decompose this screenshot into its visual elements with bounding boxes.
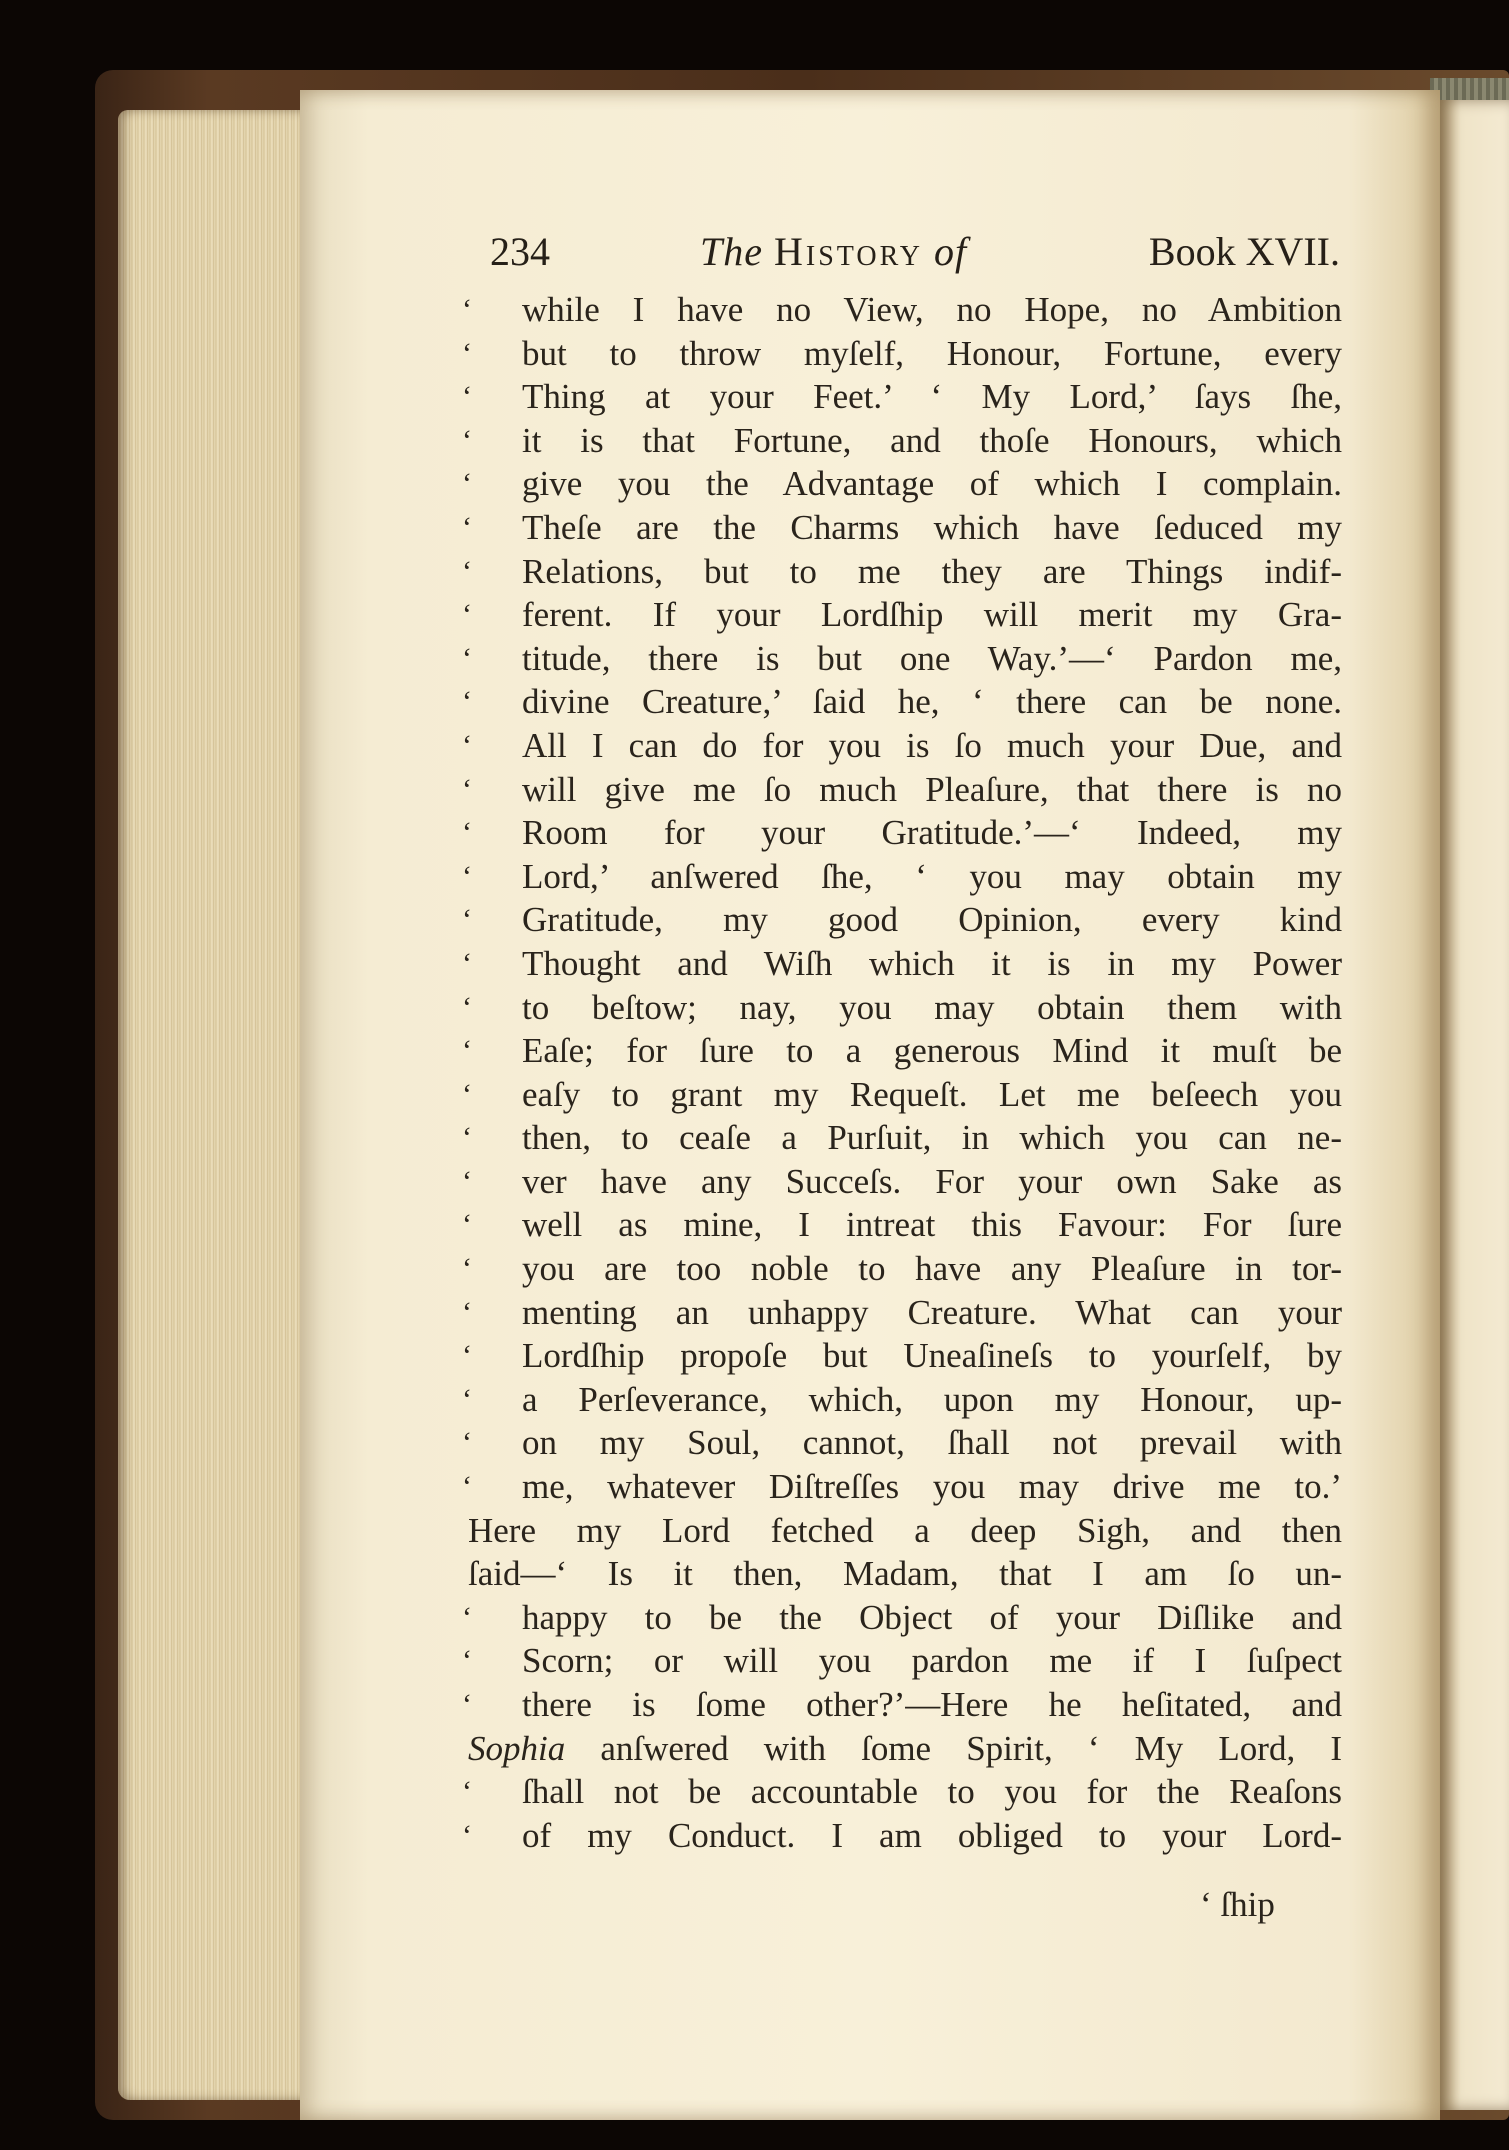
text-line [462, 1509, 1342, 1553]
page-edges [118, 110, 303, 2100]
quote-mark: ‘ [462, 903, 472, 937]
quote-mark: ‘ [462, 1644, 472, 1678]
quote-mark: ‘ [462, 1818, 472, 1852]
text-line [462, 986, 1342, 1030]
line-text: Thought and Wiſh which it is in my Power [522, 943, 1342, 983]
text-line [462, 680, 1342, 724]
text-line [462, 419, 1342, 463]
line-text: Thing at your Feet.’ ‘ My Lord,’ ſays ſhe, [522, 377, 1342, 417]
text-line [462, 1073, 1342, 1117]
line-text: ſaid—‘ Is it then, Madam, that I am ſo un- [468, 1554, 1342, 1594]
line-text: there is ſome other?’—Here he heſitated, and [522, 1685, 1342, 1724]
quote-mark: ‘ [462, 685, 472, 719]
line-text: Here my Lord fetched a deep Sigh, and then [468, 1510, 1342, 1550]
text-line [462, 1029, 1342, 1073]
line-text: while I have no View, no Hope, no Ambition [522, 290, 1342, 329]
quote-mark: ‘ [462, 772, 472, 806]
text-line [462, 288, 1342, 332]
quote-mark: ‘ [462, 1034, 472, 1068]
page-number: 234 [490, 229, 550, 274]
quote-mark: ‘ [462, 816, 472, 850]
quote-mark: ‘ [462, 554, 472, 588]
line-text: Lord,’ anſwered ſhe, ‘ you may obtain my [522, 856, 1342, 896]
text-line [462, 1770, 1342, 1814]
text-line [462, 768, 1342, 812]
quote-mark: ‘ [462, 1688, 472, 1721]
text-line [462, 942, 1342, 986]
quote-mark: ‘ [462, 1600, 472, 1634]
quote-mark: ‘ [462, 1382, 472, 1416]
running-head-the: The [700, 229, 763, 274]
quote-mark: ‘ [462, 1121, 472, 1155]
text-line [462, 1334, 1342, 1378]
quote-mark: ‘ [462, 1252, 472, 1286]
line-text: titude, there is but one Way.’—‘ Pardon me, [522, 638, 1342, 678]
line-text: Lordſhip propoſe but Uneaſineſs to yourſelf, by [522, 1336, 1342, 1376]
line-text: me, whatever Diſtreſſes you may drive me to.’ [522, 1467, 1342, 1507]
quote-mark: ‘ [462, 1339, 472, 1373]
text-line [462, 1683, 1342, 1727]
quote-mark: ‘ [462, 641, 472, 675]
line-text: Room for your Gratitude.’—‘ Indeed, my [522, 813, 1342, 853]
page-header [490, 228, 1340, 288]
quote-mark: ‘ [462, 1164, 472, 1198]
text-line [462, 550, 1342, 594]
text-line [462, 1727, 1342, 1771]
text-line [462, 1378, 1342, 1422]
running-head-of: of [933, 229, 968, 274]
text-line [462, 332, 1342, 376]
text-line [462, 375, 1342, 419]
line-text: of my Conduct. I am obliged to your Lord- [522, 1815, 1342, 1855]
line-text: ſhall not be accountable to you for the Reaſons [522, 1772, 1342, 1812]
line-text: menting an unhappy Creature. What can your [522, 1292, 1342, 1332]
line-text: Relations, but to me they are Things indif- [522, 551, 1342, 591]
text-line [462, 1160, 1342, 1204]
text-line [462, 811, 1342, 855]
line-text: then, to ceaſe a Purſuit, in which you can ne- [522, 1118, 1342, 1158]
line-text: ferent. If your Lordſhip will merit my Gra- [522, 595, 1342, 635]
text-line [462, 898, 1342, 942]
text-line [462, 1552, 1342, 1596]
catchword: ‘ ſhip [1200, 1885, 1275, 1924]
line-text: a Perſeverance, which, upon my Honour, up- [522, 1379, 1342, 1419]
quote-mark: ‘ [462, 859, 472, 893]
line-text: Theſe are the Charms which have ſeduced my [522, 507, 1342, 547]
quote-mark: ‘ [462, 1426, 472, 1460]
line-text: All I can do for you is ſo much your Due, and [522, 725, 1342, 765]
quote-mark: ‘ [462, 1077, 472, 1111]
text-line [462, 1596, 1342, 1640]
quote-mark: ‘ [462, 510, 472, 544]
quote-mark: ‘ [462, 467, 472, 501]
line-text: well as mine, I intreat this Favour: For ſure [522, 1205, 1342, 1245]
text-line [462, 1465, 1342, 1509]
quote-mark: ‘ [462, 293, 472, 326]
line-text: to beſtow; nay, you may obtain them with [522, 987, 1342, 1027]
line-text: happy to be the Object of your Diſlike and [522, 1597, 1342, 1637]
quote-mark: ‘ [462, 598, 472, 632]
line-text: Scorn; or will you pardon me if I ſuſpect [522, 1641, 1342, 1681]
facing-page-edge [1440, 100, 1509, 2110]
text-line [462, 637, 1342, 681]
quote-mark: ‘ [462, 336, 472, 370]
line-text: ver have any Succeſs. For your own Sake as [522, 1161, 1342, 1201]
text-line [462, 1421, 1342, 1465]
quote-mark: ‘ [462, 1295, 472, 1329]
text-line [462, 462, 1342, 506]
line-text: Gratitude, my good Opinion, every kind [522, 900, 1342, 940]
book-label: Book XVII. [1148, 229, 1340, 274]
line-text: eaſy to grant my Requeſt. Let me beſeech you [522, 1074, 1342, 1114]
running-head [700, 228, 967, 275]
quote-mark: ‘ [462, 1470, 472, 1504]
line-text: you are too noble to have any Pleaſure in tor- [522, 1249, 1342, 1289]
quote-mark: ‘ [462, 423, 472, 457]
text-line [462, 855, 1342, 899]
line-text: on my Soul, cannot, ſhall not prevail with [522, 1423, 1342, 1463]
running-head-history: History [774, 229, 923, 274]
line-text: but to throw myſelf, Honour, Fortune, every [522, 333, 1342, 373]
text-line [462, 1203, 1342, 1247]
line-text: Eaſe; for ſure to a generous Mind it muſt be [522, 1031, 1342, 1071]
body-text [462, 288, 1342, 1857]
line-text: give you the Advantage of which I complain. [522, 464, 1342, 504]
quote-mark: ‘ [462, 728, 472, 762]
text-line [462, 506, 1342, 550]
text-line [462, 1639, 1342, 1683]
text-line [462, 1291, 1342, 1335]
quote-mark: ‘ [462, 380, 472, 414]
line-text: divine Creature,’ ſaid he, ‘ there can be none. [522, 682, 1342, 722]
quote-mark: ‘ [462, 1775, 472, 1809]
line-text: it is that Fortune, and thoſe Honours, which [522, 420, 1342, 460]
text-line [462, 593, 1342, 637]
text-line [462, 1116, 1342, 1160]
text-line [462, 1814, 1342, 1858]
quote-mark: ‘ [462, 990, 472, 1024]
text-line [462, 1247, 1342, 1291]
quote-mark: ‘ [462, 946, 472, 980]
text-line [462, 724, 1342, 768]
line-text: Sophia anſwered with ſome Spirit, ‘ My Lord, I [468, 1728, 1342, 1768]
line-text: will give me ſo much Pleaſure, that there is no [522, 769, 1342, 809]
quote-mark: ‘ [462, 1208, 472, 1242]
